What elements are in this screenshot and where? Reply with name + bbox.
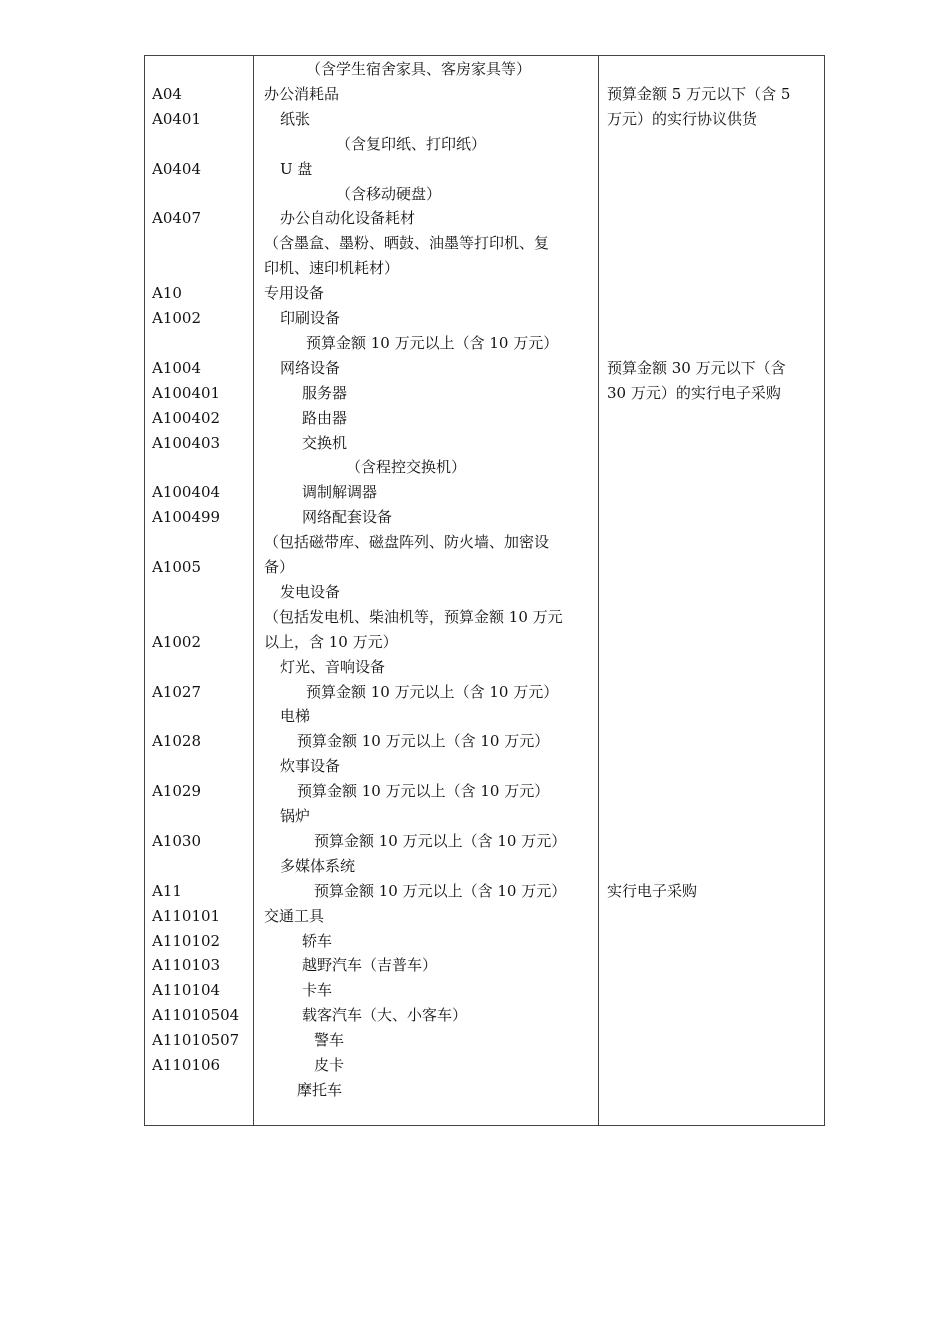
table-row	[145, 82, 824, 107]
item-name: 警车	[314, 1031, 345, 1050]
item-code: A100403	[152, 433, 221, 452]
item-name: 轿车	[302, 931, 333, 950]
table-row	[145, 779, 824, 804]
table-row	[145, 480, 824, 505]
table-row	[145, 57, 824, 82]
item-code: A11010504	[152, 1006, 240, 1025]
item-name: （包括发电机、柴油机等，预算金额 10 万元	[264, 607, 563, 626]
item-name: 预算金额 10 万元以上（含 10 万元）	[314, 831, 567, 850]
item-name: 专用设备	[264, 284, 325, 303]
item-name: 调制解调器	[302, 483, 378, 502]
table-row	[145, 281, 824, 306]
item-code: A1029	[152, 782, 202, 801]
item-code: A110101	[152, 906, 221, 925]
item-name: 炊事设备	[280, 757, 341, 776]
table-row	[145, 455, 824, 480]
table-row	[145, 231, 824, 256]
table-row	[145, 306, 824, 331]
item-code: A110102	[152, 931, 221, 950]
item-name: 预算金额 10 万元以上（含 10 万元）	[297, 782, 550, 801]
item-name: 灯光、音响设备	[280, 657, 386, 676]
item-name: 办公自动化设备耗材	[280, 209, 416, 228]
item-name: （含复印纸、打印纸）	[336, 134, 487, 153]
table-row	[145, 829, 824, 854]
table-row	[145, 1053, 824, 1078]
table-row	[145, 605, 824, 630]
table-row	[145, 1028, 824, 1053]
item-code: A100401	[152, 383, 221, 402]
item-code: A100404	[152, 483, 221, 502]
item-name: （含移动硬盘）	[336, 184, 442, 203]
item-name: 交通工具	[264, 906, 325, 925]
item-code: A1002	[152, 309, 202, 327]
item-code: A110104	[152, 981, 221, 1000]
item-code: A1004	[152, 358, 202, 377]
item-code: A11	[152, 881, 182, 900]
table-row	[145, 431, 824, 456]
item-name: 纸张	[280, 109, 311, 128]
item-name: 锅炉	[280, 807, 311, 825]
table-row	[145, 704, 824, 729]
item-code: A0401	[152, 109, 202, 128]
table-row	[145, 754, 824, 779]
item-code: A0407	[152, 209, 202, 228]
item-name: 越野汽车（吉普车）	[302, 956, 438, 975]
item-name: 路由器	[302, 408, 348, 427]
table-row	[145, 256, 824, 281]
item-name: 印刷设备	[280, 309, 341, 327]
table-row	[145, 530, 824, 555]
table-row	[145, 381, 824, 406]
procurement-catalog-table	[144, 55, 825, 1126]
table-row	[145, 1003, 824, 1028]
item-name: 预算金额 10 万元以上（含 10 万元）	[306, 333, 559, 352]
table-row	[145, 630, 824, 655]
item-name: 预算金额 10 万元以上（含 10 万元）	[297, 732, 550, 751]
table-row	[145, 953, 824, 978]
table-row	[145, 804, 824, 829]
item-code: A100402	[152, 408, 221, 427]
table-row	[145, 978, 824, 1003]
table-row	[145, 904, 824, 929]
table-row	[145, 206, 824, 231]
item-code: A110106	[152, 1056, 221, 1074]
item-name: 以上，含 10 万元）	[264, 632, 398, 651]
item-code: A1005	[152, 558, 202, 576]
item-code: A110103	[152, 956, 221, 975]
item-name: 印机、速印机耗材）	[264, 259, 400, 278]
procurement-note: 30 万元）的实行电子采购	[607, 383, 781, 402]
item-code: A10	[152, 284, 182, 303]
item-name: 交换机	[302, 433, 348, 452]
item-name: （包括磁带库、磁盘阵列、防火墙、加密设	[264, 533, 550, 552]
table-row	[145, 655, 824, 680]
item-name: 服务器	[302, 383, 348, 402]
item-code: A1028	[152, 732, 202, 751]
item-name: 多媒体系统	[280, 856, 356, 875]
procurement-note: 实行电子采购	[607, 881, 698, 900]
item-name: 电梯	[280, 707, 311, 726]
item-name: 预算金额 10 万元以上（含 10 万元）	[314, 881, 567, 900]
table-row	[145, 929, 824, 954]
item-name: 发电设备	[280, 582, 341, 601]
item-name: U 盘	[280, 159, 313, 178]
table-row	[145, 132, 824, 157]
item-name: 载客汽车（大、小客车）	[302, 1006, 468, 1025]
item-code: A1027	[152, 682, 202, 701]
item-name: 网络设备	[280, 358, 341, 377]
item-code: A1002	[152, 632, 202, 651]
table-row	[145, 854, 824, 879]
table-row	[145, 505, 824, 530]
table-row	[145, 1078, 824, 1103]
item-code: A11010507	[152, 1031, 240, 1050]
table-row	[145, 182, 824, 207]
table-row	[145, 406, 824, 431]
procurement-note: 预算金额 5 万元以下（含 5	[607, 84, 791, 103]
item-name: 皮卡	[314, 1056, 345, 1074]
table-row	[145, 879, 824, 904]
item-name: 卡车	[302, 981, 333, 1000]
table-row	[145, 680, 824, 705]
table-row	[145, 729, 824, 754]
table-row	[145, 356, 824, 381]
item-code: A04	[152, 84, 182, 103]
table-row	[145, 331, 824, 356]
item-name: 预算金额 10 万元以上（含 10 万元）	[306, 682, 559, 701]
item-name: 摩托车	[297, 1080, 343, 1099]
item-name: （含程控交换机）	[346, 458, 467, 477]
item-name: 办公消耗品	[264, 84, 340, 103]
table-row	[145, 157, 824, 182]
table-row	[145, 107, 824, 132]
procurement-note: 预算金额 30 万元以下（含	[607, 358, 786, 377]
item-code: A100499	[152, 508, 221, 527]
table-row	[145, 580, 824, 605]
item-name: 备）	[264, 558, 295, 576]
item-name: （含学生宿舍家具、客房家具等）	[306, 60, 532, 78]
item-code: A1030	[152, 831, 202, 850]
item-code: A0404	[152, 159, 202, 178]
table-row	[145, 555, 824, 580]
procurement-note: 万元）的实行协议供货	[607, 109, 758, 128]
item-name: 网络配套设备	[302, 508, 393, 527]
item-name: （含墨盒、墨粉、晒鼓、油墨等打印机、复	[264, 234, 550, 253]
